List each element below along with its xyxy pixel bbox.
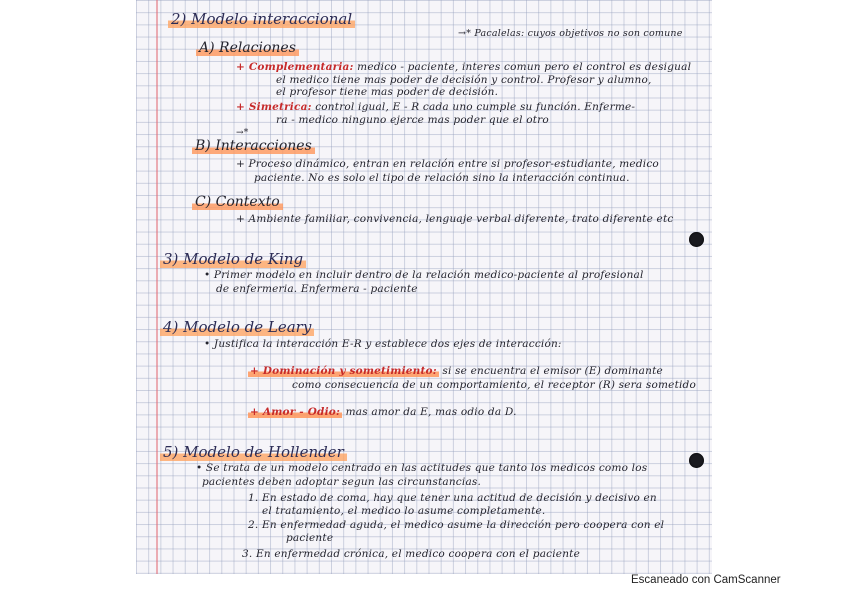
subheading-interacciones: B) Interacciones [192, 138, 315, 154]
list-item: el tratamiento, el medico lo asume completamente. [262, 505, 546, 517]
text-line: de enfermeria. Enfermera - paciente [216, 283, 418, 295]
list-item: 2. En enfermedad aguda, el medico asume la dirección pero coopera con el [248, 519, 665, 531]
text-line: + Simetrica: control igual, E - R cada uno cumple su función. Enferme- [236, 101, 636, 113]
text-line: + Complementaria: medico - paciente, interes comun pero el control es desigual [236, 61, 692, 73]
margin-line [156, 0, 158, 574]
text-line: + Proceso dinámico, entran en relación entre si profesor-estudiante, medico [236, 158, 659, 170]
heading-modelo-hollender: 5) Modelo de Hollender [160, 443, 347, 461]
text-line: el profesor tiene mas poder de decisión. [276, 86, 499, 98]
text-line: • Primer modelo en incluir dentro de la relación medico-paciente al profesional [204, 269, 644, 281]
text-line: • Se trata de un modelo centrado en las actitudes que tanto los medicos como los [196, 462, 648, 474]
heading-modelo-leary: 4) Modelo de Leary [160, 318, 314, 336]
notebook-page [136, 0, 712, 574]
scanner-watermark: Escaneado con CamScanner [631, 574, 781, 586]
side-note: →* Pacalelas: cuyos objetivos no son comune [458, 28, 683, 39]
text-line: el medico tiene mas poder de decisión y control. Profesor y alumno, [276, 74, 652, 86]
heading-modelo-interaccional: 2) Modelo interaccional [168, 10, 355, 28]
binder-hole [689, 453, 704, 468]
binder-hole [689, 232, 704, 247]
text-line: • Justifica la interacción E-R y establece dos ejes de interacción: [204, 338, 562, 350]
text-line: + Ambiente familiar, convivencia, lenguaje verbal diferente, trato diferente etc [236, 213, 674, 225]
text-line: + Dominación y sometimiento: si se encuentra el emisor (E) dominante [250, 365, 663, 377]
text-line: como consecuencia de un comportamiento, el receptor (R) sera sometido [292, 379, 696, 391]
heading-modelo-king: 3) Modelo de King [160, 250, 306, 268]
text-line: paciente. No es solo el tipo de relación sino la interacción continua. [254, 172, 630, 184]
arrow-mark: →* [236, 128, 249, 138]
subheading-relaciones: A) Relaciones [196, 40, 299, 56]
list-item: paciente [286, 532, 334, 544]
text-line: + Amor - Odio: mas amor da E, mas odio da D. [250, 406, 517, 418]
list-item: 1. En estado de coma, hay que tener una actitud de decisión y decisivo en [248, 492, 657, 504]
text-line: ra - medico ninguno ejerce mas poder que el otro [276, 114, 549, 126]
text-line: pacientes deben adoptar segun las circunstancias. [202, 476, 482, 488]
list-item: 3. En enfermedad crónica, el medico coopera con el paciente [242, 548, 581, 560]
subheading-contexto: C) Contexto [192, 194, 283, 210]
